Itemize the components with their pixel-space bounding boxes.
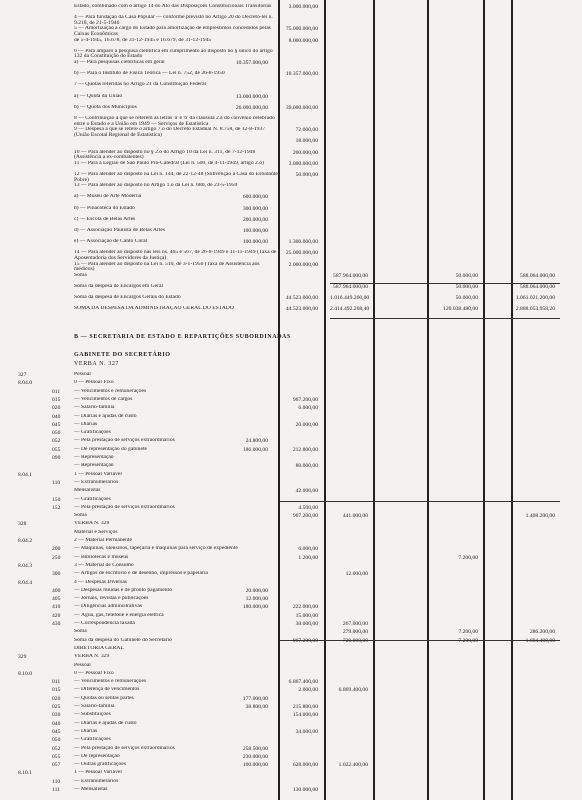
cell-c2: 39.000.000,00 (285, 104, 318, 111)
table-row (0, 161, 582, 172)
table-row (0, 15, 582, 26)
cell-desc: 11 — Para a Legião de São Paulo Pró-Catedral (Lei n. 500, de 4-11-1949, artigo 2.o) (74, 160, 264, 166)
cell-c2: 10.357.000,00 (285, 71, 318, 78)
cell-desc: c) — Escola de Belas Artes (74, 216, 136, 222)
cell-desc: 2 — Material Permanente (74, 538, 132, 543)
cell-desc: — Extranumerários (74, 479, 119, 485)
table-row (0, 183, 582, 194)
cell-desc: — Pela prestação de serviços extraordinários (74, 504, 175, 510)
cell-c2: 44.523.000,00 (285, 295, 318, 302)
cell-desc: — Bibliotecas e museus (74, 554, 129, 560)
cell-desc: d) — Associação Paulista de Belas Artes (74, 228, 166, 233)
cell-desc: — Diligências administrativas (74, 604, 143, 610)
cell-sub: 152 (52, 504, 61, 511)
gabinete-title: GABINETE DO SECRETÁRIO (74, 352, 171, 358)
cell-desc: 1 — Pessoal Variável (74, 770, 122, 776)
cell-sub: 420 (52, 612, 61, 619)
cell-c2: 2.000,00 (298, 687, 318, 694)
cell-c2: 8.000.000,00 (288, 37, 318, 44)
cell-c5: 50.000,00 (455, 272, 478, 279)
cell-c2: 3.000.000,00 (288, 160, 318, 167)
table-row (0, 127, 582, 138)
cell-c2: 34.000,00 (295, 728, 318, 735)
table-row (0, 228, 582, 239)
cell-c1: 180.000,00 (242, 604, 268, 611)
cell-sub: 040 (52, 413, 61, 420)
cell-sub: 011 (52, 388, 61, 395)
table-row (0, 284, 582, 295)
cell-code: 327 (18, 372, 27, 378)
section-title: B — SECRETARIA DE ESTADO E REPARTIÇÕES SUBORDINADAS (74, 334, 291, 340)
cell-sub: 405 (52, 596, 61, 603)
cell-c2: 1.200,00 (298, 554, 318, 561)
cell-code: 8.10.1 (18, 770, 32, 777)
cell-desc: — Salário-família (74, 405, 115, 411)
cell-c2: 967.200,00 (292, 513, 318, 520)
cell-c1: 13.000.000,00 (235, 93, 268, 100)
cell-desc: 14 — Para atender ao disposto nas leis ns. 465 e 567, de 26-8-1949 e 11-11-1949 (Taxa de Aposentadoria dos Servidores da Justiça) (74, 250, 277, 261)
cell-desc: a) — Quota da União (74, 93, 123, 99)
cell-c1: 100.000,00 (242, 228, 268, 234)
table-row (0, 239, 582, 250)
cell-desc: — Diferença de vencimentos (74, 687, 140, 693)
cell-desc: — Quotas ou sentas partes (74, 695, 134, 701)
table-row (0, 38, 582, 49)
cell-desc: 3 — Material de Consumo (74, 562, 134, 568)
cell-desc: de 5-4-1945, 16.678, de 31-12-1945 e 16.679, de 31-12-1945 (74, 37, 212, 43)
cell-c6: 588.064.000,00 (520, 284, 555, 290)
cell-c1: 26.000.000,00 (235, 104, 268, 111)
cell-desc: — Gratificações (74, 430, 111, 436)
cell-desc: SOMA DA DESPESA DA ADMINISTRAÇÃO GERAL DO ESTADO (74, 306, 234, 312)
cell-desc: — Diárias e ajudas de custo (74, 720, 137, 726)
sum-rule (280, 640, 560, 641)
cell-c2: 212.800,00 (292, 446, 318, 453)
cell-c3: 1.016.449.200,00 (330, 295, 370, 302)
cell-c2: 2.000.000,00 (288, 261, 318, 268)
cell-c2: 154.000,00 (292, 712, 318, 719)
cell-c3: 2.414.492.268,40 (330, 306, 370, 313)
cell-c2: 4.500,00 (298, 504, 318, 511)
cell-sub: 250 (52, 554, 61, 561)
cell-code: 8.10.0 (18, 670, 32, 677)
cell-c1: 38.800,00 (245, 704, 268, 710)
cell-c3: 587.964.000,00 (333, 272, 368, 279)
cell-desc: 4 — Despesas Diversas (74, 579, 127, 585)
cell-desc: Soma (74, 629, 87, 635)
cell-desc: Material e Serviços (74, 529, 118, 535)
cell-sub: 400 (52, 587, 61, 594)
cell-sub: 200 (52, 546, 61, 553)
table-row (0, 172, 582, 183)
cell-c1: 12.000,00 (245, 596, 268, 603)
cell-sub: 150 (52, 496, 61, 503)
cell-desc: Soma da despesa de Encargos Gerais do Estado (74, 295, 181, 301)
cell-c6: 286.200,00 (529, 629, 555, 636)
cell-desc: b) — Quota dos Municípios (74, 104, 137, 110)
cell-sub: 020 (52, 405, 61, 412)
table-row (0, 787, 582, 798)
cell-desc: — Gratificações (74, 496, 111, 502)
verba-title: VERBA N. 327 (74, 361, 120, 367)
cell-desc: a) — Museu de Arte Moderna (74, 194, 142, 200)
cell-c2: 6.000,00 (298, 546, 318, 553)
cell-sub: 050 (52, 737, 61, 744)
cell-sub: 300 (52, 571, 61, 578)
cell-desc: b) — Pinacoteca do Estado (74, 205, 135, 211)
cell-c2: 44.523.000,00 (285, 306, 318, 313)
table-row (0, 194, 582, 205)
cell-desc: — Vencimentos e remunerações (74, 388, 147, 394)
cell-desc: 0 — Pessoal Fixo (74, 380, 114, 386)
cell-c1: 600.000,00 (242, 194, 268, 201)
cell-c5: 120.038.480,00 (443, 306, 478, 313)
cell-desc: 7 — Quotas referidas no Artigo 21 da Constituição Federal (74, 82, 207, 88)
cell-sub: 430 (52, 621, 61, 627)
cell-desc: 9 — Despesa a que se refere o artigo 7.o do Decreto Estadual N. 8.758, de 12-8-1937 (União Escotal Regional de Estatística) (74, 127, 266, 138)
cell-desc: Pessoal (74, 372, 91, 377)
table-row (0, 262, 582, 273)
cell-desc: — Diárias (74, 728, 98, 734)
cell-desc: — Gratificações (74, 737, 111, 743)
cell-desc: — Artigos de escritório e de desenho, impressos e papelaria (74, 571, 208, 577)
cell-c1: 186.000,00 (242, 446, 268, 453)
cell-desc: — Substituições (74, 712, 111, 718)
table-row (0, 138, 582, 149)
cell-desc: VERBA N. 329 (74, 654, 110, 660)
table-row (0, 150, 582, 161)
cell-sub: 052 (52, 438, 61, 445)
cell-c1: 100.000,00 (242, 239, 268, 246)
table-row (0, 295, 582, 306)
cell-c3: 6.869.400,00 (338, 687, 368, 694)
cell-c2: 80.000,00 (295, 463, 318, 470)
cell-c6: 1.408.200,00 (525, 513, 555, 520)
cell-desc: Estado, combinado com o artigo 14 do Ato das Disposições Constitucionais Transitórias (74, 4, 272, 9)
cell-c3: 267.000,00 (342, 621, 368, 627)
cell-c5: 50.000,00 (455, 284, 478, 290)
cell-sub: 111 (52, 787, 60, 793)
cell-desc: 12 — Para atender ao disposto na Lei n. 144, de 22-12-48 (Subvenção à Casa do Estudante Pobre) (74, 172, 278, 183)
cell-c2: 18.000,00 (295, 138, 318, 145)
table-row (0, 26, 582, 37)
cell-c3: 1.022.400,00 (338, 762, 368, 769)
cell-c2: 50.000,00 (295, 172, 318, 178)
cell-c2: 6.000,00 (298, 405, 318, 412)
cell-c2: 42.000,00 (295, 488, 318, 495)
cell-sub: 045 (52, 728, 61, 735)
cell-desc: — Diárias e ajudas de custo (74, 413, 137, 419)
cell-desc: 13 — Para atender ao disposto no Artigo 1.o da Lei n. 680, de 23-5-1950 (74, 183, 238, 189)
cell-c2: 967.200,00 (292, 396, 318, 403)
cell-desc: 4 — Para fundação da Casa Popular — conforme previsto no Artigo 20 do Decreto-lei n. 9.218, de 21-5-1946 (74, 15, 273, 26)
cell-c2: 3.000.000,00 (288, 4, 318, 10)
cell-desc: Soma da despesa do Gabinete do Secretário (74, 637, 172, 643)
cell-code: 8.04.4 (18, 579, 32, 586)
cell-sub: 110 (52, 479, 61, 486)
cell-sub: 050 (52, 430, 61, 437)
cell-desc: Mensalistas (74, 488, 101, 494)
cell-desc: — De representação do gabinete (74, 446, 147, 452)
cell-c2: 628.000,00 (292, 762, 318, 769)
cell-sub: 052 (52, 745, 61, 752)
table-row (0, 4, 582, 15)
cell-desc: Soma (74, 272, 87, 278)
cell-c1: 24.800,00 (245, 438, 268, 445)
cell-desc: DIRETORIA GERAL (74, 645, 124, 651)
cell-sub: 055 (52, 753, 61, 760)
cell-c2: 130.000,00 (292, 787, 318, 793)
cell-c6: 1.061.021.200,00 (515, 295, 555, 302)
cell-c3: 279.000,00 (342, 629, 368, 636)
table-row (0, 105, 582, 116)
cell-code: 329 (18, 654, 27, 661)
cell-c1: 258.500,00 (242, 745, 268, 752)
cell-desc: 1 — Pessoal Variável (74, 471, 122, 477)
cell-desc: — Outras gratificações (74, 762, 126, 768)
cell-sub: 020 (52, 695, 61, 702)
table-row (0, 306, 582, 317)
cell-sub: 011 (52, 679, 61, 686)
cell-desc: — Água, gás, telefone e energia elétrica (74, 612, 164, 618)
cell-sub: 025 (52, 704, 61, 710)
cell-code: 8.04.2 (18, 538, 32, 544)
table-row (0, 217, 582, 228)
cell-code: 8.04.3 (18, 562, 32, 569)
table-row (0, 71, 582, 82)
cell-sub: 055 (52, 446, 61, 453)
cell-desc: e) — Associação de Canto Coral (74, 239, 148, 245)
cell-desc: — Salário-família (74, 704, 115, 709)
cell-c2: 1.300.000,00 (288, 239, 318, 246)
cell-sub: 045 (52, 421, 61, 428)
cell-sub: 110 (52, 778, 61, 785)
cell-desc: 6 — Para amparo à pesquisa científica em cumprimento ao disposto no § único do artigo 132 da Constituição do Estado (74, 48, 273, 60)
cell-c1: 20.000,00 (245, 587, 268, 594)
cell-c2: 222.000,00 (292, 604, 318, 611)
table-row (0, 116, 582, 127)
cell-c2: 215.800,00 (292, 704, 318, 710)
cell-desc: — Mensalistas (74, 787, 108, 792)
cell-desc: — Diárias (74, 421, 98, 427)
cell-c6: 2.888.053.958,20 (515, 306, 555, 313)
cell-desc: — Despesas miúdas e de pronto pagamento (74, 587, 172, 593)
cell-desc: — Máquinas, utensílios, tapeçaria e máquinas para serviço de expediente (74, 546, 238, 552)
cell-sub: 015 (52, 687, 61, 694)
cell-c2: 20.000,00 (295, 421, 318, 428)
cell-code: 8.04.0 (18, 380, 32, 387)
cell-desc: — Extranumerários (74, 778, 119, 784)
sum-rule (330, 283, 560, 284)
cell-desc: a) — Para pesquisas científicas em geral (74, 60, 165, 65)
sum-rule (280, 501, 560, 502)
table-row (0, 60, 582, 71)
cell-desc: 5 — Amortização a cargo do Estado para amortização de empréstimos concedidos pelas Caixas Econômicas (74, 26, 271, 37)
cell-desc: — Pela prestação de serviços extraordinários (74, 438, 175, 444)
cell-sub: 057 (52, 762, 61, 769)
cell-desc: b) — Para o Instituto de Física Teórica — Lei n. 752, de 26-8-1950 (74, 71, 225, 77)
table-row (0, 206, 582, 217)
cell-c1: 300.000,00 (242, 205, 268, 212)
cell-c2: 6.867.400,00 (288, 679, 318, 686)
cell-desc: Pessoal (74, 662, 91, 668)
cell-desc: 10 — Para atender ao disposto no § 2.o do Artigo 10 da Lei n. 311, de 7-12-1948 (Assistência a ex-combatentes) (74, 149, 256, 161)
cell-sub: 410 (52, 604, 61, 611)
cell-c1: 100.000,00 (242, 762, 268, 769)
cell-c5: 7.200,00 (458, 629, 478, 636)
table-row (0, 82, 582, 93)
cell-desc: Soma da despesa de Encargos em Geral (74, 284, 164, 289)
cell-desc: 8 — Contribuição a que se referem as letras 'a' e 'b' da cláusula 2.a do convênio celebrado entre o Estado e a União em 1949 — Serviços de Estatística (74, 116, 275, 127)
table-row (0, 49, 582, 60)
cell-c3: 587.964.000,00 (333, 284, 368, 290)
cell-desc: — Jornais, revistas e publicações (74, 596, 149, 602)
cell-c3: 12.000,00 (345, 571, 368, 578)
cell-c3: 441.000,00 (342, 513, 368, 520)
cell-desc: 0 — Pessoal Fixo (74, 670, 114, 676)
cell-desc: Soma (74, 513, 87, 519)
table-row (0, 250, 582, 261)
sum-rule (330, 318, 560, 319)
cell-desc: 15 — Para atender ao disposto na Lei n. 510, de 3-1-1950 (Taxa de Assistência aos médicos) (74, 261, 260, 273)
cell-c2: 75.000.000,00 (285, 26, 318, 33)
cell-c2: 30.000,00 (295, 621, 318, 627)
table-row (0, 94, 582, 105)
cell-c6: 588.064.000,00 (520, 272, 555, 279)
cell-desc: — Vencimentos e remunerações (74, 679, 147, 685)
cell-desc: — Representação (74, 463, 114, 469)
cell-c2: 72.000,00 (295, 127, 318, 134)
cell-desc: — Pela prestação de serviços extraordinários (74, 745, 175, 751)
cell-c5: 7.200,00 (458, 554, 478, 561)
cell-c1: 200.000,00 (242, 216, 268, 223)
cell-c1: 177.000,00 (242, 695, 268, 702)
cell-desc: VERBA N. 328 (74, 521, 110, 527)
cell-c5: 50.000,00 (455, 295, 478, 302)
cell-code: 328 (18, 521, 27, 528)
cell-c1: 230.000,00 (242, 753, 268, 760)
cell-c2: 25.000.000,00 (285, 250, 318, 257)
cell-c2: 15.000,00 (295, 612, 318, 619)
cell-sub: 015 (52, 396, 61, 403)
cell-c1: 10.357.000,00 (235, 60, 268, 66)
cell-sub: 030 (52, 712, 61, 719)
cell-code: 8.04.1 (18, 471, 32, 478)
cell-desc: — Representação (74, 455, 114, 460)
cell-c2: 200.000,00 (292, 149, 318, 156)
cell-desc: — Vencimentos de cargos (74, 396, 133, 402)
cell-sub: 040 (52, 720, 61, 727)
cell-desc: — De representação (74, 753, 120, 759)
cell-desc: — Correspondência taxada (74, 621, 135, 626)
cell-sub: 090 (52, 455, 61, 461)
